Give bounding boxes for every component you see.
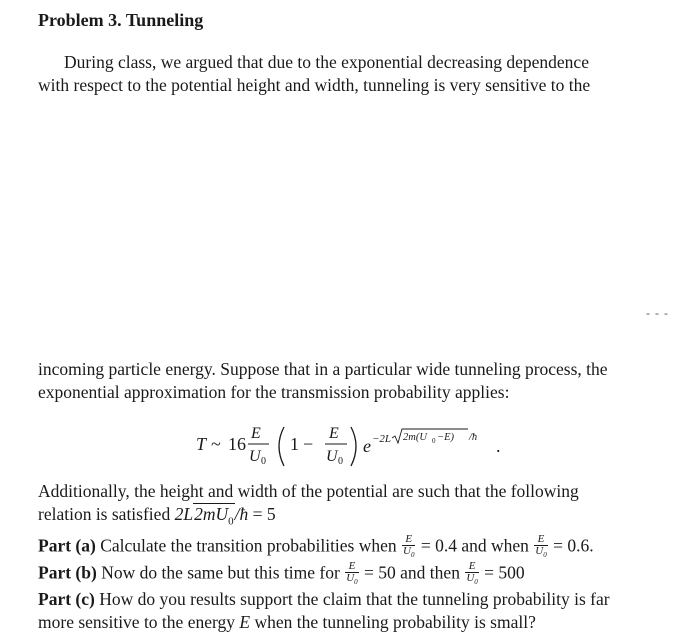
eq-period: . (496, 436, 501, 456)
part-c-E: E (239, 611, 251, 632)
part-b-text: Now do the same but this time for (96, 562, 345, 583)
questions-paragraph (38, 480, 662, 634)
part-b-line: Part (b) Now do the same but this time for $\frac{E}{U_0}$ = 50 and then $\frac{E}{U_0}$ = 500 (38, 559, 525, 586)
relation-value: = 5 (252, 504, 276, 524)
eq-frac2-sub: 0 (338, 456, 343, 467)
part-c-text1: How do you results support the claim that the tunneling probability is far (94, 588, 610, 609)
eq-minus: − (303, 434, 314, 454)
eq-right-paren (351, 427, 356, 466)
eq-frac1-den: U (249, 448, 261, 465)
intro-paragraph (38, 51, 662, 97)
relation-line-2: relation is satisfied $2L2mU_0/ħ = 5$ (38, 504, 276, 528)
eq-exp-radicand-end: −E) (437, 432, 454, 443)
eq-coef: 16 (228, 434, 246, 454)
part-b-label: Part (b) (38, 562, 97, 583)
relation-text: relation is satisfied (38, 504, 175, 524)
context-line-2: exponential approximation for the transmission probability applies: (38, 382, 510, 402)
transmission-equation (196, 420, 516, 470)
context-paragraph (38, 358, 662, 404)
part-a-text: Calculate the transition probabilities when (95, 535, 402, 556)
part-c-line-2 (38, 611, 662, 634)
part-b-val1: = 50 and then (364, 562, 465, 583)
eq-frac2-num: E (329, 425, 339, 442)
part-c-text2: more sensitive to the energy (38, 611, 240, 632)
intro-line-2: with respect to the potential height and width, tunneling is very sensitive to the (38, 75, 591, 95)
part-c-line-1 (38, 588, 662, 611)
eq-frac1-sub: 0 (261, 456, 266, 467)
eq-T: T (196, 434, 207, 454)
eq-e: e (363, 436, 371, 456)
eq-exp-radicand: 2m(U (403, 432, 427, 443)
eq-sim: ~ (211, 434, 221, 454)
eq-exp-sub0: 0 (432, 437, 436, 445)
intro-line-1: During class, we argued that due to the exponential decreasing dependence (64, 52, 589, 72)
part-a-val1: = 0.4 and when (420, 535, 534, 556)
eq-exp-suffix: /ħ (469, 432, 478, 443)
part-c-text3: when the tunneling probability is small? (250, 611, 536, 632)
eq-one: 1 (290, 434, 299, 454)
part-a-val2: = 0.6. (553, 535, 594, 556)
context-line-1: incoming particle energy. Suppose that in a particular wide tunneling process, the (38, 359, 608, 379)
scan-dots: - - - (646, 306, 669, 320)
eq-left-paren (279, 427, 284, 466)
eq-frac1-num: E (251, 425, 261, 442)
eq-frac2-den: U (326, 448, 338, 465)
part-a-label: Part (a) (38, 535, 96, 556)
problem-title: Problem 3. Tunneling (38, 10, 204, 30)
relation-line-1: Additionally, the height and width of the potential are such that the following (38, 481, 579, 501)
part-a-line: Part (a) Calculate the transition probabilities when $\frac{E}{U_0}$ = 0.4 and when $\frac{E}{U_0}$ = 0.6. (38, 532, 594, 559)
part-b-val2: = 500 (484, 562, 525, 583)
eq-exp-prefix: −2L (372, 433, 392, 445)
part-c-label: Part (c) (38, 588, 95, 609)
